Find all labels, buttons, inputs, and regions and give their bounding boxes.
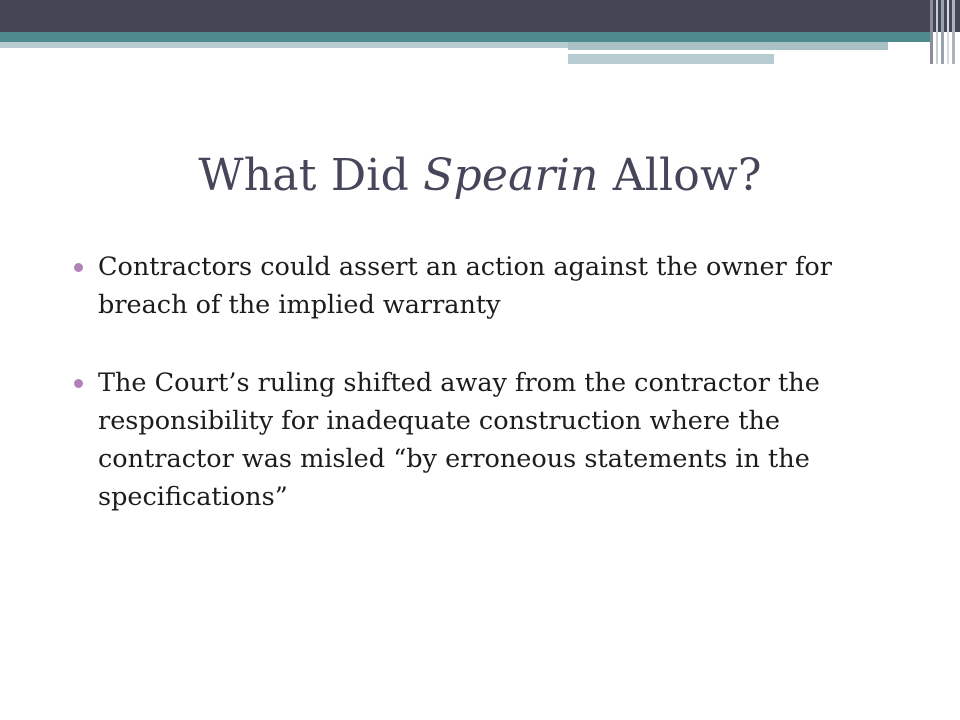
- header-light-band-lower: [568, 54, 774, 64]
- bullet-item: [72, 248, 892, 324]
- slide-title: [0, 150, 960, 203]
- bullet-dot-icon: [74, 263, 83, 272]
- title-text-end: Allow?: [598, 150, 762, 201]
- title-text-start: What Did: [198, 150, 424, 201]
- bullet-dot-icon: [74, 379, 83, 388]
- bullet-item: [72, 364, 892, 516]
- header-white-line: [568, 50, 888, 52]
- title-text-italic: Spearin: [423, 150, 599, 201]
- header-light-band-left: [0, 42, 568, 48]
- header-dark-band: [0, 0, 960, 32]
- bullet-text: Contractors could assert an action against the owner for breach of the implied warranty: [98, 252, 832, 320]
- header-vertical-lines: [928, 0, 960, 64]
- bullet-list: [72, 248, 892, 556]
- header-light-band-right: [568, 42, 888, 50]
- bullet-text: The Court’s ruling shifted away from the contractor the responsibility for inadequate construction where the contractor was misled “by erroneous statements in the specifications”: [98, 368, 820, 512]
- header-teal-band: [0, 32, 930, 42]
